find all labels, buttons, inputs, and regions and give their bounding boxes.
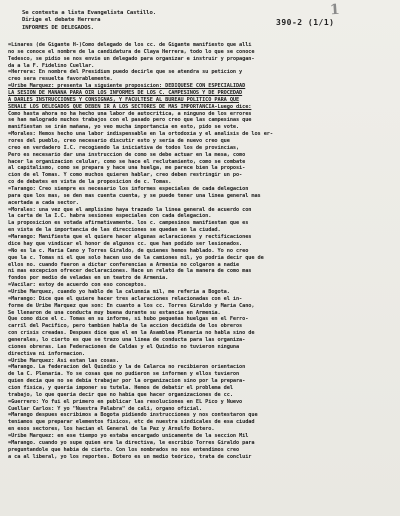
body-line: LA SESION DE MANANA PARA OIR LOS INFORMES DE LOS C. CAMPESINOS Y DE PROCEDAD [8, 90, 243, 97]
body-line: =Uribe Marquez: Asi estan las cosas. [8, 357, 119, 364]
body-line: manifiestan se irán mañana, yo veo mucha importancia en esto, pido se vote. [8, 124, 240, 131]
body-line: se han malogrado muchos trabajos con el pasado pero creo que las campesinas que [8, 117, 252, 124]
body-line: directiva ni informacion. [8, 350, 86, 357]
body-line: hacer la organizacion celular, como se hace el reclutamiento, como se combate [8, 158, 246, 165]
header-line: Dirige el debate Herrera [22, 17, 101, 24]
body-line: dice hay que vindicar el honor de algunos cc. que han podido ser lesionados. [8, 240, 243, 247]
header-line: INFORMES DE DELEGADOS. [22, 24, 94, 31]
body-line: carril del Pacifico, pero tambien habla de la accion decidida de los obreros [8, 323, 243, 330]
body-line: en vista de la importancia de las direcciones se quedan en la ciudad. [8, 227, 221, 234]
archive-stamp: 390-2 (1/1) [276, 18, 335, 27]
body-line: que la c. Tomas ni el que solo hacen uso de la camiones mil, yo podria decir que de [8, 254, 264, 261]
body-line: al capitalismo, como se prepara y hace una huelga, me parece bien la proposi- [8, 165, 246, 172]
body-line: A DARLES INSTRUCCIONES Y CONSIGNAS, Y FACULTESE AL BUREAU POLITICO PARA QUE [8, 96, 240, 103]
body-line: ni mas excepcion ofrecer declaraciones. Hace un relato de la manera de como mas [8, 268, 252, 275]
body-line: cion fisica, y quería imponer su tutela. Hemos de debatir el problema del [8, 384, 233, 391]
body-line: =Herrera: En nombre del Presidium puedo decirle que se atendra su peticion y [8, 69, 243, 76]
body-line: no se conoce el nombre de la candidatura de Claya Herrera, todo lo que se conoce [8, 48, 255, 55]
body-line: Como hasta ahora no ha hecho una labor de autocritica, a ninguno de los errores [8, 110, 252, 117]
body-line: teniamos que preparar elementos fisicos, etc de nuestra sindicales de esa ciudad [8, 419, 255, 426]
body-line: generales, lo cierto es que se trazo una linea de conducta para las organiza- [8, 336, 246, 343]
header-line: Se contesta a lista Evangelista Castillo. [22, 10, 156, 16]
body-line: da a la F. Fidelino Cuellar. [8, 62, 95, 69]
body-line: preguntandole que habia de cierto. Con los nombrados no nos entendimos creo [8, 446, 240, 453]
body-line: =No es la c. Maria Cano y Torres Giraldo, de quienes hemos hablado. Yo no creo [8, 247, 249, 254]
body-line: =Uribe Marquez: presenta la siguiente proposicion: DEDIQUESE CON ESPECIALIDAD [8, 83, 246, 90]
handwritten-page-number: 1 [329, 1, 342, 19]
body-line: =Linares (de Gigante H-)Como delegado de los cc. de Gigante manifiesto que alli [8, 42, 252, 48]
body-line: la carta de la I.C. habra sesiones especiales con cada delegacion. [8, 213, 212, 220]
body-line: =Marango despues escribimos a Bogota pidiendo instrucciones y nos contestaron que [8, 412, 258, 419]
body-line: ciones obreras. Las Federaciones de Caldas y el Quindio no tuvieron ninguna [8, 343, 240, 350]
body-line: =Guerrero: Yo fui el primero en publicar las resoluciones en EL Pico y Nuevo [8, 398, 243, 405]
body-line: forme de Uribe Marquez que son: En cuanto a los cc. Torres Giraldo y Maria Cano, [8, 302, 255, 309]
body-line: Cuellar Carlos: Y yo "Nuestra Palabra" de cali, organo oficial. [8, 405, 203, 412]
body-line: cion de el Tomas. Y como muchos quieren hablar, creo deben restringir un po- [8, 172, 243, 179]
body-line: rores del pueblo, creo necesario discutir esto y sería de nuevo creo que [8, 138, 230, 145]
body-line: =Morales: una vez que el amplisimo haya trazado la linea general de acuerdo con [8, 206, 252, 213]
body-line: SENALE LOS DELEGADOS QUE DEBEN IR A LOS SECTORES DE MAS IMPORTANCIA-Luego dice: [8, 103, 252, 110]
body-line: =Uribe Marquez: en ese tiempo yo estaba encargado unicamente de la seccion Mil [8, 432, 249, 439]
body-line: en esos sectores, los hacian el General de la Paz y Arnulfo Botero. [8, 426, 215, 433]
body-line: Tedesco, se pidio se nos envie un delegado para organizar e instruir y propagan- [8, 55, 255, 62]
body-line: a ca al liberal, yo los reportes. Botero es un medio teórico, trata de concluir [8, 453, 252, 460]
body-line: trabajo, lo que quería decir que no había que hacer organizaciones de cc. [8, 391, 233, 398]
body-line: Pero es necesario dar una instruccion de como se debe actuar en la mesa, como [8, 151, 246, 158]
body-line: =Marango. cuando yo supe quien era la directiva, le escribio Torres Giraldo para [8, 439, 255, 446]
body-line: =Uribe Marquez, cuando yo hablo de la calumnia mil, me referia a Bogota. [8, 288, 230, 295]
body-line: La proposicion es votada afirmativamente. los c. campesinos manifiestan que es [8, 220, 249, 227]
body-line: =Marango: Dice que el quiere hacer tres aclaraciones relacionadas con el in- [8, 295, 243, 302]
body-line: con crisis creadas. Despues dice que el en la Asamblea Plenaria no habla sino de [8, 330, 255, 337]
body-line: fondos por medio de veladas en un teatro de Armenia. [8, 275, 169, 282]
body-line: para que los mas, se den mas cuenta cuenta, y se puede tener una linea general mas [8, 192, 261, 199]
body-line: quien decía que no se debía trabajar por la organizacion sino por la prepara- [8, 378, 246, 385]
body-line: =Marango: Manifiesta que el quiere hacer algunas aclaraciones y rectificaciones [8, 234, 252, 241]
body-line: ellos no. cuando fueron a dictar conferencias a Armenia no colgaron a nadie [8, 261, 240, 268]
body-line: creo sera resuelta favorablemente. [8, 76, 113, 83]
body-line: Que como dice el c. Tomas en su informe, si hubo pequeñas huelgas en el Ferro- [8, 316, 249, 323]
body-line: acertada a cada sector. [8, 199, 79, 206]
document-body [8, 42, 394, 460]
body-line: =Morales: Hemos hecho una labor indispensable en la ortodoxia y el analisis de los er- [8, 131, 273, 138]
body-line: co de debates en vista de la proposicion de c. Tomas. [8, 179, 172, 186]
body-line: Se llenaron de una conducta muy buena durante su estancia en Armenia. [8, 309, 221, 316]
body-line: =Marango. La federacion del Quindio y la de Calarca no recibieron orientacion [8, 364, 246, 371]
body-line: =Tarango: Creo siempre es necesario los informes especiales de cada delegacion [8, 186, 249, 193]
body-line: =Vacilar: estoy de acuerdo con eso conceptos. [8, 282, 147, 289]
body-line: creo en verdadero I.C. recogiendo la iniciativa de todos los de provincias, [8, 144, 240, 151]
body-line: de la C. Plenaria. Yo se cosas que no pudieron se informen y ellos tuvieron [8, 371, 240, 378]
